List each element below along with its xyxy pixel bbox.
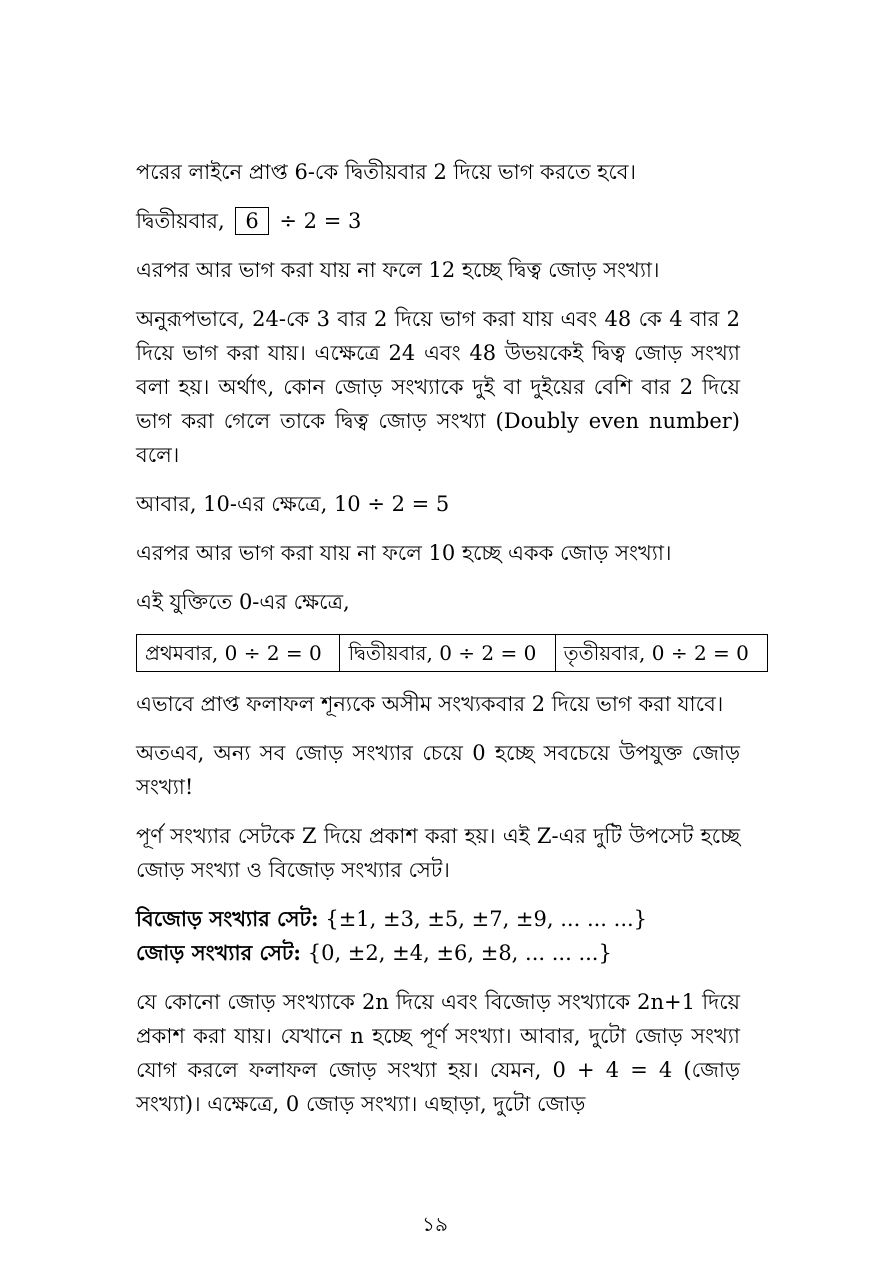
even-set-line (136, 936, 740, 970)
paragraph-doubly-even-definition: অনুরূপভাবে, 24-কে 3 বার 2 দিয়ে ভাগ করা যায় এবং 48 কে 4 বার 2 দিয়ে ভাগ করা যায়। এক্ষেত্রে 24 এবং 48 উভয়কেই দ্বিত্ব জোড় সংখ্যা বলা হয়। অর্থাৎ, কোন জোড় সংখ্যাকে দুই বা দুইয়ের বেশি বার 2 দিয়ে ভাগ করা গেলে তাকে দ্বিত্ব জোড় সংখ্যা (Doubly even number) বলে। (136, 307, 740, 467)
paragraph-zero-most-suitable: অতএব, অন্য সব জোড় সংখ্যার চেয়ে 0 হচ্ছে সবচেয়ে উপযুক্ত জোড় সংখ্যা! (136, 741, 740, 799)
paragraph-infinite-division: এভাবে প্রাপ্ত ফলাফল শূন্যকে অসীম সংখ্যকবার 2 দিয়ে ভাগ করা যাবে। (136, 692, 724, 716)
boxed-number: 6 (235, 207, 268, 235)
page-body (136, 155, 749, 1121)
paragraph-12-doubly-even: এরপর আর ভাগ করা যায় না ফলে 12 হচ্ছে দ্বিত্ব জোড় সংখ্যা। (136, 258, 660, 282)
even-set-label: জোড় সংখ্যার সেট: (136, 940, 302, 965)
table-cell-third: তৃতীয়বার, 0 ÷ 2 = 0 (555, 635, 767, 672)
page-number: ১৯ (422, 1212, 448, 1236)
odd-set-line (136, 902, 740, 936)
second-prefix: দ্বিতীয়বার, (136, 209, 225, 233)
odd-set-label: বিজোড় সংখ্যার সেট: (136, 906, 319, 931)
paragraph-integer-set: পূর্ণ সংখ্যার সেটকে Z দিয়ে প্রকাশ করা হয়। এই Z-এর দুটি উপসেট হচ্ছে জোড় সংখ্যা ও বিজোড় সংখ্যার সেট। (136, 824, 740, 882)
paragraph-10-case: আবার, 10-এর ক্ষেত্রে, 10 ÷ 2 = 5 (136, 492, 450, 516)
paragraph-divide-again: পরের লাইনে প্রাপ্ত 6-কে দ্বিতীয়বার 2 দিয়ে ভাগ করতে হবে। (136, 160, 636, 184)
paragraph-zero-case: এই যুক্তিতে 0-এর ক্ষেত্রে, (136, 590, 350, 614)
paragraph-10-single-even: এরপর আর ভাগ করা যায় না ফলে 10 হচ্ছে একক জোড় সংখ্যা। (136, 541, 672, 565)
odd-set-value: {±1, ±3, ±5, ±7, ±9, ... ... ...} (325, 907, 648, 931)
zero-division-table (136, 634, 768, 672)
paragraph-2n-expression: যে কোনো জোড় সংখ্যাকে 2n দিয়ে এবং বিজোড় সংখ্যাকে 2n+1 দিয়ে প্রকাশ করা যায়। যেখানে n হচ্ছে পূর্ণ সংখ্যা। আবার, দুটো জোড় সংখ্যা যোগ করলে ফলাফল জোড় সংখ্যা হয়। যেমন, 0 + 4 = 4 (জোড় সংখ্যা)। এক্ষেত্রে, 0 জোড় সংখ্যা। এছাড়া, দুটো জোড় (136, 990, 740, 1116)
even-set-value: {0, ±2, ±4, ±6, ±8, ... ... ...} (307, 941, 612, 965)
second-division-line (136, 204, 740, 238)
second-rest: ÷ 2 = 3 (279, 209, 362, 233)
table-cell-second: দ্বিতীয়বার, 0 ÷ 2 = 0 (340, 635, 555, 672)
table-cell-first: প্রথমবার, 0 ÷ 2 = 0 (137, 635, 340, 672)
table-row (137, 635, 768, 672)
